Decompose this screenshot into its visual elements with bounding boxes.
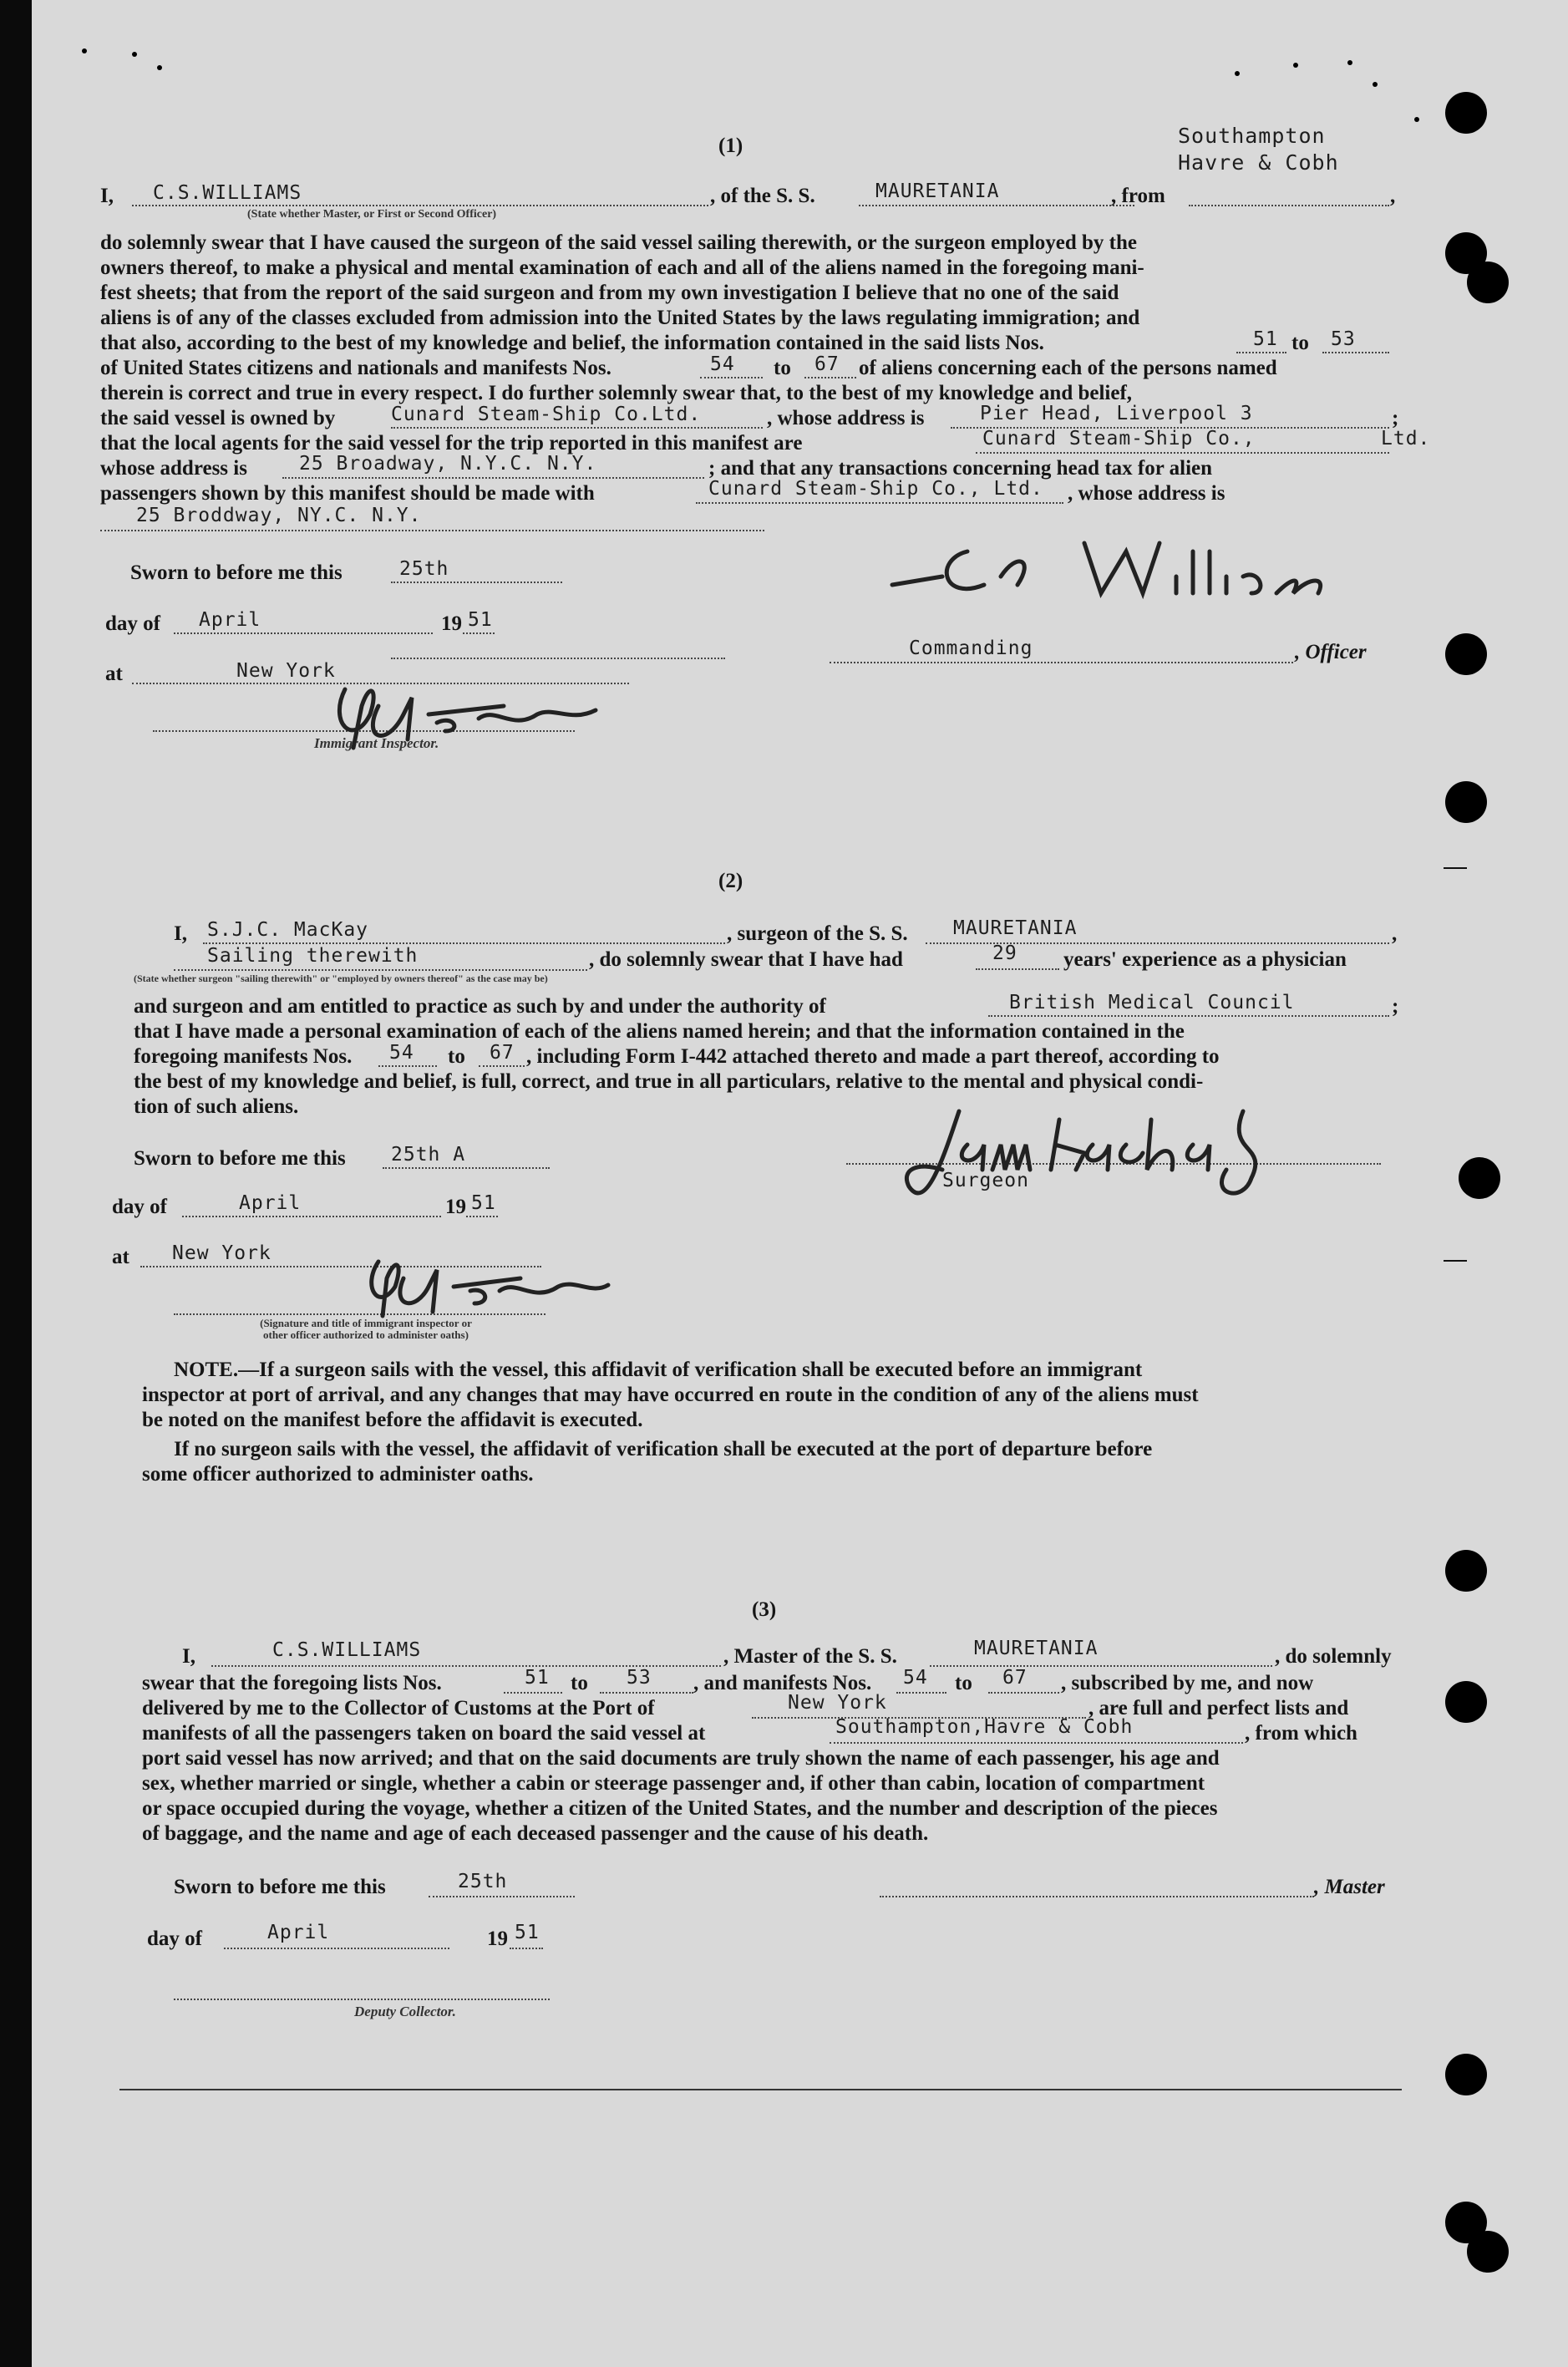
s1-inspector-label: Immigrant Inspector. [314, 735, 439, 751]
punch-hole [1445, 781, 1487, 823]
note-line-2: be noted on the manifest before the affidavit is executed. [142, 1409, 643, 1431]
punch-hole [1445, 2054, 1487, 2095]
s1-tax-agent: Cunard Steam-Ship Co., Ltd. [708, 478, 1043, 500]
note-line-1: inspector at port of arrival, and any changes that may have occurred en route in the condition of any of the aliens must [142, 1384, 1199, 1406]
s2-line-personal: that I have made a personal examination of each of the aliens named herein; and that the information contained in the [134, 1020, 1185, 1043]
s2-sailing: Sailing therewith [207, 945, 419, 967]
punch-hole [1445, 1550, 1487, 1592]
s1-prefix: I, [100, 185, 114, 207]
master-of-label: , Master of the S. S. [723, 1645, 897, 1668]
s2-sworn-day: 25th A [391, 1144, 466, 1166]
s3-delivered-prefix: delivered by me to the Collector of Customs at the Port of [142, 1697, 655, 1719]
s1-tax-agent-address: 25 Broddway, NY.C. N.Y. [136, 505, 422, 526]
punch-hole [1467, 2231, 1509, 2273]
surgeon-name: S.J.C. MacKay [207, 919, 369, 941]
s3-swear-prefix: swear that the foregoing lists Nos. [142, 1672, 442, 1694]
s3-collector-label: Deputy Collector. [354, 2004, 456, 2019]
s1-owner-semicolon: ; [1392, 407, 1399, 429]
s1-body-2: fest sheets; that from the report of the said surgeon and from my own investigation I believe that no one of the said [100, 282, 1119, 304]
commanding-officer-signature [875, 526, 1360, 610]
s2-to-word: to [448, 1045, 465, 1068]
s2-semicolon: ; [1392, 995, 1399, 1018]
s2-manifests-to: 67 [490, 1042, 515, 1064]
surgeon-of-label: , surgeon of the S. S. [727, 922, 908, 945]
s1-lists-to-word: to [1291, 332, 1309, 354]
surgeon-signature [892, 1095, 1318, 1220]
s1-agents-tail: Ltd. [1381, 428, 1431, 450]
s2-vessel: MAURETANIA [953, 917, 1078, 939]
s3-subscribed: , subscribed by me, and now [1061, 1672, 1314, 1694]
s3-body-0: port said vessel has now arrived; and that on the said documents are truly shown the name of each passenger, his age and [142, 1747, 1220, 1770]
s2-line-best: the best of my knowledge and belief, is full, correct, and true in all particulars, relative to the mental and physical condi- [134, 1070, 1204, 1093]
s1-tax-agent-addr-label: , whose address is [1068, 482, 1225, 505]
s2-manifests-from: 54 [389, 1042, 414, 1064]
s3-to-word-1: to [571, 1672, 588, 1694]
s1-agents-prefix: that the local agents for the said vessel for the trip reported in this manifest are [100, 432, 803, 455]
s3-body-3: of baggage, and the name and age of each deceased passenger and the cause of his death. [142, 1822, 929, 1845]
s1-at-label: at [105, 663, 123, 685]
s1-day-of-label: day of [105, 612, 160, 635]
s3-do-solemnly: , do solemnly [1275, 1645, 1392, 1668]
s2-comma: , [1392, 922, 1398, 945]
s3-body-1: sex, whether married or single, whether a cabin or steerage passenger and, if other than cabin, location of compartment [142, 1772, 1205, 1795]
s3-day-of-label: day of [147, 1928, 202, 1950]
s1-owner-address: Pier Head, Liverpool 3 [980, 403, 1253, 424]
s1-body-1: owners thereof, to make a physical and mental examination of each and all of the aliens named in the foregoing mani- [100, 257, 1144, 279]
s2-years: 29 [992, 942, 1017, 964]
surgeon-label: Surgeon [942, 1170, 1029, 1191]
from-label: , from [1111, 185, 1165, 207]
s1-head-tax-text: ; and that any transactions concerning head tax for alien [708, 457, 1213, 480]
note-line-4: some officer authorized to administer oaths. [142, 1463, 534, 1486]
s3-body-2: or space occupied during the voyage, whether a citizen of the United States, and the number and description of the pieces [142, 1797, 1218, 1820]
officer-caption: (State whether Master, or First or Second Officer) [247, 208, 497, 221]
s2-years-tail: years' experience as a physician [1063, 948, 1347, 971]
s1-sworn-day: 25th [399, 558, 449, 580]
s1-body-3: aliens is of any of the classes excluded from admission into the United States by the laws regulating immigration; and [100, 307, 1140, 329]
master-name: C.S.WILLIAMS [272, 1639, 422, 1661]
section3-number: (3) [752, 1598, 777, 1621]
s1-agents-addr-label: whose address is [100, 457, 247, 480]
s3-master-label: , Master [1314, 1876, 1385, 1898]
officer-name: C.S.WILLIAMS [153, 182, 302, 204]
s3-sworn-label: Sworn to before me this [174, 1876, 386, 1898]
s1-month: April [199, 609, 261, 631]
s1-officer-label: , Officer [1295, 641, 1367, 663]
s1-owner: Cunard Steam-Ship Co.Ltd. [391, 404, 702, 425]
note-line-3: If no surgeon sails with the vessel, the affidavit of verification shall be executed at the port of departure before [174, 1438, 1153, 1460]
s3-month: April [267, 1922, 330, 1943]
s1-owner-addr-label: , whose address is [767, 407, 925, 429]
s3-to-word-2: to [955, 1672, 972, 1694]
s1-agents: Cunard Steam-Ship Co., [982, 428, 1256, 450]
s3-and-manifests: , and manifests Nos. [693, 1672, 872, 1694]
s2-month: April [239, 1192, 302, 1214]
punch-hole [1445, 92, 1487, 134]
s3-delivered-tail: , are full and perfect lists and [1088, 1697, 1349, 1719]
section1-number: (1) [718, 135, 743, 157]
note-line-0: NOTE.—If a surgeon sails with the vessel, this affidavit of verification shall be executed before an immigrant [174, 1359, 1143, 1381]
s1-body-0: do solemnly swear that I have caused the surgeon of the said vessel sailing therewith, or the surgeon employed by the [100, 231, 1137, 254]
s2-authority: British Medical Council [1009, 992, 1295, 1013]
punch-hole [1445, 633, 1487, 675]
s2-sworn-label: Sworn to before me this [134, 1147, 346, 1170]
s2-line-tion: tion of such aliens. [134, 1095, 299, 1118]
s2-prefix: I, [174, 922, 187, 945]
s3-lists-to: 53 [627, 1667, 652, 1689]
s1-line-of-us: of United States citizens and nationals and manifests Nos. [100, 357, 611, 379]
section2-number: (2) [718, 870, 743, 892]
s2-sig-caption: (Signature and title of immigrant inspector or other officer authorized to administer oaths) [260, 1317, 472, 1341]
s3-sworn-day: 25th [458, 1871, 508, 1892]
s3-manifests-line-prefix: manifests of all the passengers taken on board the said vessel at [142, 1722, 706, 1745]
s2-manifests-prefix: foregoing manifests Nos. [134, 1045, 353, 1068]
punch-hole [1445, 1681, 1487, 1723]
s2-day-of-label: day of [112, 1196, 167, 1218]
s1-line-of-us-tail: of aliens concerning each of the persons named [859, 357, 1277, 379]
s3-manifests-to: 67 [1002, 1667, 1028, 1689]
s3-year-suffix: 51 [515, 1922, 540, 1943]
s1-owned-by-prefix: the said vessel is owned by [100, 407, 336, 429]
s1-manifests-to: 67 [814, 353, 840, 375]
s1-year-prefix: 19 [441, 612, 462, 635]
s3-from-which: , from which [1245, 1722, 1357, 1745]
s1-passengers-prefix: passengers shown by this manifest should be made with [100, 482, 595, 505]
s1-lists-from: 51 [1253, 328, 1278, 350]
s1-sworn-label: Sworn to before me this [130, 561, 343, 584]
s1-vessel: MAURETANIA [875, 180, 1000, 202]
punch-hole [1467, 262, 1509, 303]
s2-manifests-tail: , including Form I-442 attached thereto and made a part thereof, according to [526, 1045, 1220, 1068]
punch-hole [1459, 1157, 1500, 1199]
s2-authority-prefix: and surgeon and am entitled to practice as such by and under the authority of [134, 995, 826, 1018]
s2-year-suffix: 51 [471, 1192, 496, 1214]
from-ports: Southampton Havre & Cobh [1178, 124, 1339, 175]
s2-year-prefix: 19 [445, 1196, 466, 1218]
s3-manifests-from: 54 [903, 1667, 928, 1689]
s3-year-prefix: 19 [487, 1928, 508, 1950]
s1-manifests-to-word: to [774, 357, 791, 379]
s1-lists-to: 53 [1331, 328, 1356, 350]
s1-place: New York [236, 660, 336, 682]
s3-boarding-ports: Southampton,Havre & Cobh [835, 1716, 1134, 1738]
s2-place: New York [172, 1242, 271, 1264]
immigrant-inspector-signature-2 [345, 1253, 612, 1320]
s3-lists-from: 51 [525, 1667, 550, 1689]
s3-prefix: I, [182, 1645, 195, 1668]
s1-agents-address: 25 Broadway, N.Y.C. N.Y. [299, 453, 597, 475]
of-ss-label: , of the S. S. [710, 185, 815, 207]
s3-port: New York [788, 1692, 887, 1714]
document-page [32, 0, 1568, 2367]
s2-at-label: at [112, 1246, 129, 1268]
s1-commanding: Commanding [909, 637, 1033, 659]
s1-year-suffix: 51 [468, 609, 493, 631]
s3-vessel: MAURETANIA [974, 1638, 1099, 1659]
s1-body-4: that also, according to the best of my knowledge and belief, the information contained in the said lists Nos. [100, 332, 1044, 354]
s2-sailing-caption: (State whether surgeon "sailing therewith" or "employed by owners thereof" as the case may be) [134, 973, 548, 984]
immigrant-inspector-signature-1 [320, 681, 604, 756]
s1-manifests-from: 54 [710, 353, 735, 375]
s1-comma: , [1390, 185, 1396, 207]
s1-line-therein: therein is correct and true in every respect. I do further solemnly swear that, to the best of my knowledge and belief, [100, 382, 1133, 404]
s2-swear-text: , do solemnly swear that I have had [589, 948, 903, 971]
